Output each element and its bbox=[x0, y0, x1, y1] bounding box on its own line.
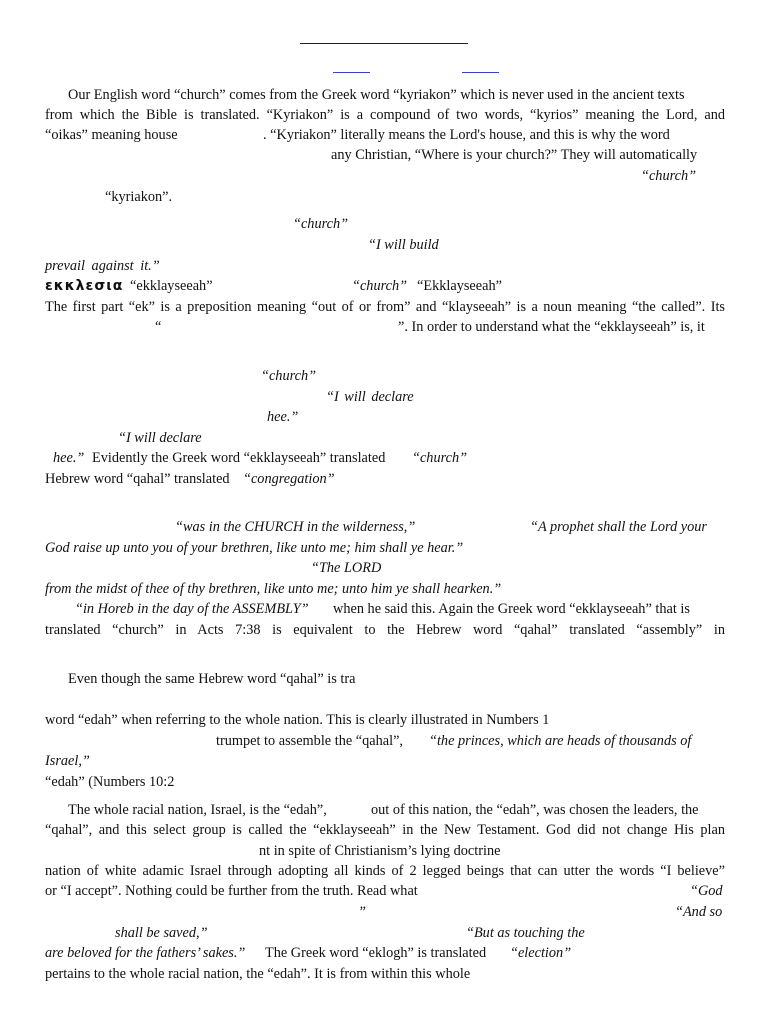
text-line-20: God raise up unto you of your brethren, like unto me; him shall ye hear.” bbox=[45, 540, 464, 556]
line-16 bbox=[45, 428, 725, 448]
text-line-7: “church” bbox=[293, 216, 349, 232]
text-line-34b: “God bbox=[690, 883, 723, 899]
text-line-1: Our English word “church” comes from the Greek word “kyriakon” which is never used in the ancient texts bbox=[68, 87, 685, 103]
title-rule bbox=[300, 43, 468, 44]
line-37 bbox=[45, 943, 725, 963]
line-28 bbox=[45, 751, 725, 771]
text-line-22: from the midst of thee of thy brethren, like unto me; unto him ye shall hearken.” bbox=[45, 581, 502, 597]
line-20 bbox=[45, 538, 725, 558]
line-11 bbox=[45, 297, 725, 317]
line-5 bbox=[45, 166, 725, 186]
text-line-27a: trumpet to assemble the “qahal”, bbox=[216, 733, 403, 749]
line-7 bbox=[45, 214, 725, 234]
line-31 bbox=[45, 820, 725, 840]
line-27 bbox=[45, 731, 725, 751]
text-line-34a: or “I accept”. Nothing could be further from the truth. Read what bbox=[45, 883, 418, 899]
line-38 bbox=[45, 964, 725, 984]
text-line-8: “I will build bbox=[368, 237, 439, 253]
text-line-16: “I will declare bbox=[118, 430, 202, 446]
line-14 bbox=[45, 387, 725, 407]
text-line-21: “The LORD bbox=[311, 560, 382, 576]
text-line-12b: ”. In order to understand what the “ekklayseeah” is, it bbox=[398, 319, 705, 335]
text-line-13: “church” bbox=[261, 368, 317, 384]
text-line-9: prevail against it.” bbox=[45, 258, 160, 274]
text-line-27b: “the princes, which are heads of thousands of bbox=[429, 733, 692, 749]
line-33 bbox=[45, 861, 725, 881]
line-3 bbox=[45, 125, 725, 145]
text-line-17b: Evidently the Greek word “ekklayseeah” translated bbox=[92, 450, 386, 466]
text-line-26: word “edah” when referring to the whole nation. This is clearly illustrated in Numbers 1 bbox=[45, 712, 550, 728]
text-line-19b: “A prophet shall the Lord your bbox=[530, 519, 708, 535]
line-35 bbox=[45, 902, 725, 922]
line-30 bbox=[45, 800, 725, 820]
text-line-10c: “Ekklayseeah” bbox=[417, 278, 502, 294]
text-line-18b: “congregation” bbox=[243, 471, 335, 487]
text-line-4: any Christian, “Where is your church?” They will automatically bbox=[331, 147, 698, 163]
text-line-25: Even though the same Hebrew word “qahal” is tra bbox=[68, 671, 356, 687]
text-line-5: “church” bbox=[641, 168, 697, 184]
text-line-23b: when he said this. Again the Greek word “ekklayseeah” that is bbox=[333, 601, 690, 617]
line-18 bbox=[45, 469, 725, 489]
text-line-37b: The Greek word “eklogh” is translated bbox=[265, 945, 487, 961]
line-23 bbox=[45, 599, 725, 619]
text-line-11: The first part “ek” is a preposition meaning “out of or from” and “klayseeah” is a noun meaning “the called”. Its bbox=[45, 299, 725, 315]
line-22 bbox=[45, 579, 725, 599]
line-34 bbox=[45, 881, 725, 901]
line-12 bbox=[45, 317, 725, 337]
text-line-32: nt in spite of Christianism’s lying doctrine bbox=[259, 843, 501, 859]
line-29 bbox=[45, 772, 725, 792]
line-13 bbox=[45, 366, 725, 386]
text-line-38: pertains to the whole racial nation, the “edah”. It is from within this whole bbox=[45, 966, 471, 982]
text-line-12a: “ bbox=[155, 319, 162, 335]
text-line-15: hee.” bbox=[267, 409, 299, 425]
text-line-33: nation of white adamic Israel through adopting all kinds of 2 legged beings that can utter the words “I believe” bbox=[45, 863, 725, 879]
line-32 bbox=[45, 841, 725, 861]
text-line-6: “kyriakon”. bbox=[105, 189, 173, 205]
text-line-35b: “And so bbox=[675, 904, 723, 920]
line-8 bbox=[45, 235, 725, 255]
text-line-2: from which the Bible is translated. “Kyriakon” is a compound of two words, “kyrios” meaning the Lord, and bbox=[45, 107, 725, 123]
text-line-3a: “oikas” meaning house bbox=[45, 127, 178, 143]
text-line-3b: . “Kyriakon” literally means the Lord's house, and this is why the word bbox=[263, 127, 670, 143]
line-24 bbox=[45, 620, 725, 640]
link-underline-right[interactable] bbox=[462, 72, 499, 73]
text-line-31: “qahal”, and this select group is called the “ekklayseeah” in the New Testament. God did not change His plan bbox=[45, 822, 725, 838]
text-line-17c: “church” bbox=[412, 450, 468, 466]
text-line-36a: shall be saved,” bbox=[115, 925, 208, 941]
line-36 bbox=[45, 923, 725, 943]
line-17 bbox=[45, 448, 725, 468]
text-line-30a: The whole racial nation, Israel, is the “edah”, bbox=[68, 802, 327, 818]
text-line-36b: “But as touching the bbox=[466, 925, 585, 941]
line-9 bbox=[45, 256, 725, 276]
text-line-24: translated “church” in Acts 7:38 is equivalent to the Hebrew word “qahal” translated “assembly” in bbox=[45, 622, 725, 638]
text-line-10b: “church” bbox=[352, 278, 408, 294]
text-line-18a: Hebrew word “qahal” translated bbox=[45, 471, 230, 487]
line-25 bbox=[45, 669, 725, 689]
text-line-28: Israel,” bbox=[45, 753, 90, 769]
line-2 bbox=[45, 105, 725, 125]
text-line-14: “I will declare bbox=[326, 389, 414, 405]
line-15 bbox=[45, 407, 725, 427]
text-line-37a: are beloved for the fathers’ sakes.” bbox=[45, 945, 246, 961]
text-line-37c: “election” bbox=[510, 945, 572, 961]
line-26 bbox=[45, 710, 725, 730]
text-line-35a: ” bbox=[358, 904, 366, 920]
text-line-17a: hee.” bbox=[53, 450, 85, 466]
text-line-30b: out of this nation, the “edah”, was chosen the leaders, the bbox=[371, 802, 699, 818]
link-underline-left[interactable] bbox=[333, 72, 370, 73]
line-4 bbox=[45, 145, 725, 165]
line-1 bbox=[45, 85, 725, 105]
text-line-10a: “ekklayseeah” bbox=[130, 278, 213, 294]
greek-word-ekklesia: εκκλεσια bbox=[45, 278, 124, 294]
text-line-23a: “in Horeb in the day of the ASSEMBLY” bbox=[75, 601, 309, 617]
text-line-19a: “was in the CHURCH in the wilderness,” bbox=[175, 519, 416, 535]
line-6 bbox=[45, 187, 725, 207]
line-21 bbox=[45, 558, 725, 578]
line-10 bbox=[45, 276, 725, 296]
line-19 bbox=[45, 517, 725, 537]
text-line-29: “edah” (Numbers 10:2 bbox=[45, 774, 175, 790]
